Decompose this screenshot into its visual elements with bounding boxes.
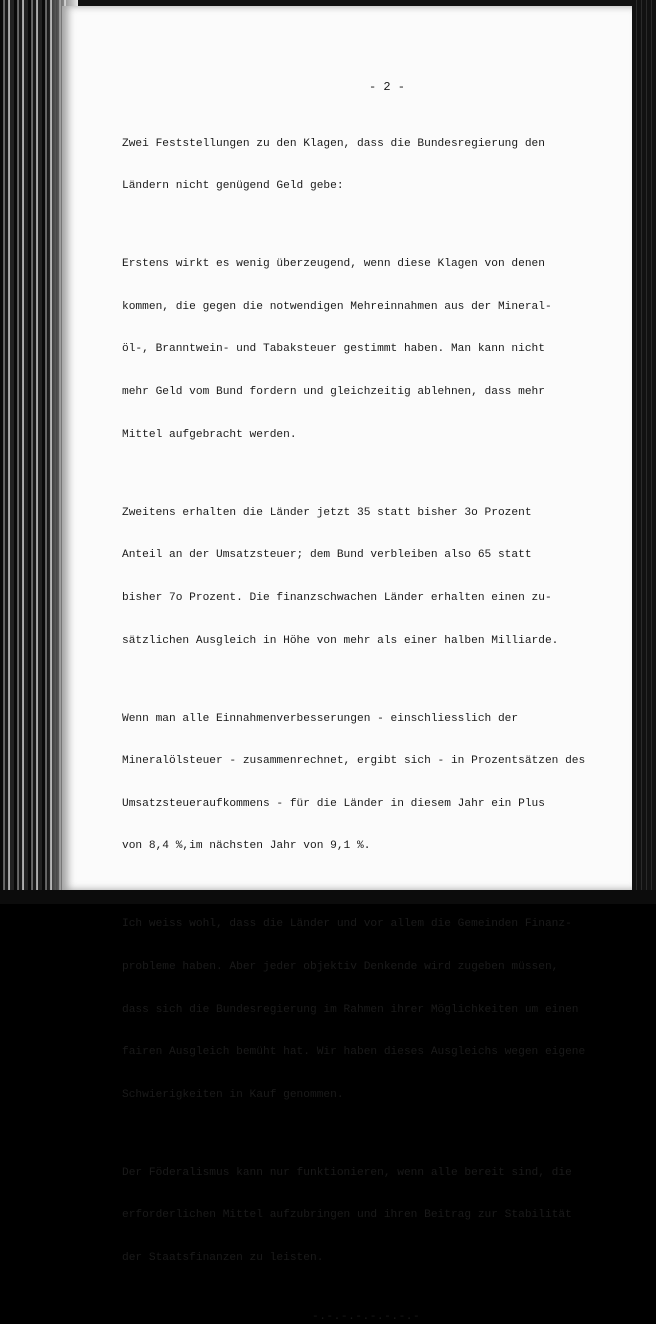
paragraph-gemeinden (122, 889, 612, 1130)
text-line: Ländern nicht genügend Geld gebe: (122, 180, 344, 193)
text-line: Schwierigkeiten in Kauf genommen. (122, 1088, 344, 1101)
text-line: Zweitens erhalten die Länder jetzt 35 statt bisher 3o Prozent (122, 506, 532, 519)
right-scan-edge (632, 0, 656, 904)
text-line: kommen, die gegen die notwendigen Mehreinnahmen aus der Mineral- (122, 300, 552, 313)
document-body (122, 80, 612, 1324)
paragraph-erstens (122, 229, 612, 470)
text-line: von 8,4 %,im nächsten Jahr von 9,1 %. (122, 840, 371, 853)
text-line: öl-, Branntwein- und Tabaksteuer gestimmt haben. Man kann nicht (122, 343, 545, 356)
text-line: sätzlichen Ausgleich in Höhe von mehr als einer halben Milliarde. (122, 634, 559, 647)
text-line: fairen Ausgleich bemüht hat. Wir haben dieses Ausgleichs wegen eigene (122, 1046, 586, 1059)
text-line: dass sich die Bundesregierung im Rahmen ihrer Möglichkeiten um einen (122, 1003, 579, 1016)
text-line: Umsatzsteueraufkommens - für die Länder in diesem Jahr ein Plus (122, 797, 545, 810)
text-line: Erstens wirkt es wenig überzeugend, wenn diese Klagen von denen (122, 258, 545, 271)
text-line: mehr Geld vom Bund fordern und gleichzeitig ablehnen, dass mehr (122, 386, 545, 399)
text-line: Der Föderalismus kann nur funktionieren, wenn alle bereit sind, die (122, 1166, 572, 1179)
paragraph-einnahmen (122, 683, 612, 882)
text-line: Anteil an der Umsatzsteuer; dem Bund verbleiben also 65 statt (122, 549, 532, 562)
text-line: probleme haben. Aber jeder objektiv Denkende wird zugeben müssen, (122, 960, 559, 973)
paragraph-foederalismus (122, 1137, 612, 1293)
paragraph-intro (122, 108, 612, 222)
text-line: der Staatsfinanzen zu leisten. (122, 1252, 324, 1265)
text-line: Wenn man alle Einnahmenverbesserungen - einschliesslich der (122, 712, 519, 725)
text-line: bisher 7o Prozent. Die finanzschwachen Länder erhalten einen zu- (122, 591, 552, 604)
text-line: erforderlichen Mittel aufzubringen und ihren Beitrag zur Stabilität (122, 1209, 572, 1222)
text-line: Zwei Feststellungen zu den Klagen, dass die Bundesregierung den (122, 137, 545, 150)
text-line: Ich weiss wohl, dass die Länder und vor allem die Gemeinden Finanz- (122, 918, 572, 931)
text-line: Mineralölsteuer - zusammenrechnet, ergibt sich - in Prozentsätzen des (122, 755, 586, 768)
page-number: - 2 - (368, 80, 405, 94)
paragraph-zweitens (122, 477, 612, 676)
text-line: Mittel aufgebracht werden. (122, 428, 297, 441)
closing-separator: -.-.-.-.-.-.-.- (312, 1310, 421, 1323)
